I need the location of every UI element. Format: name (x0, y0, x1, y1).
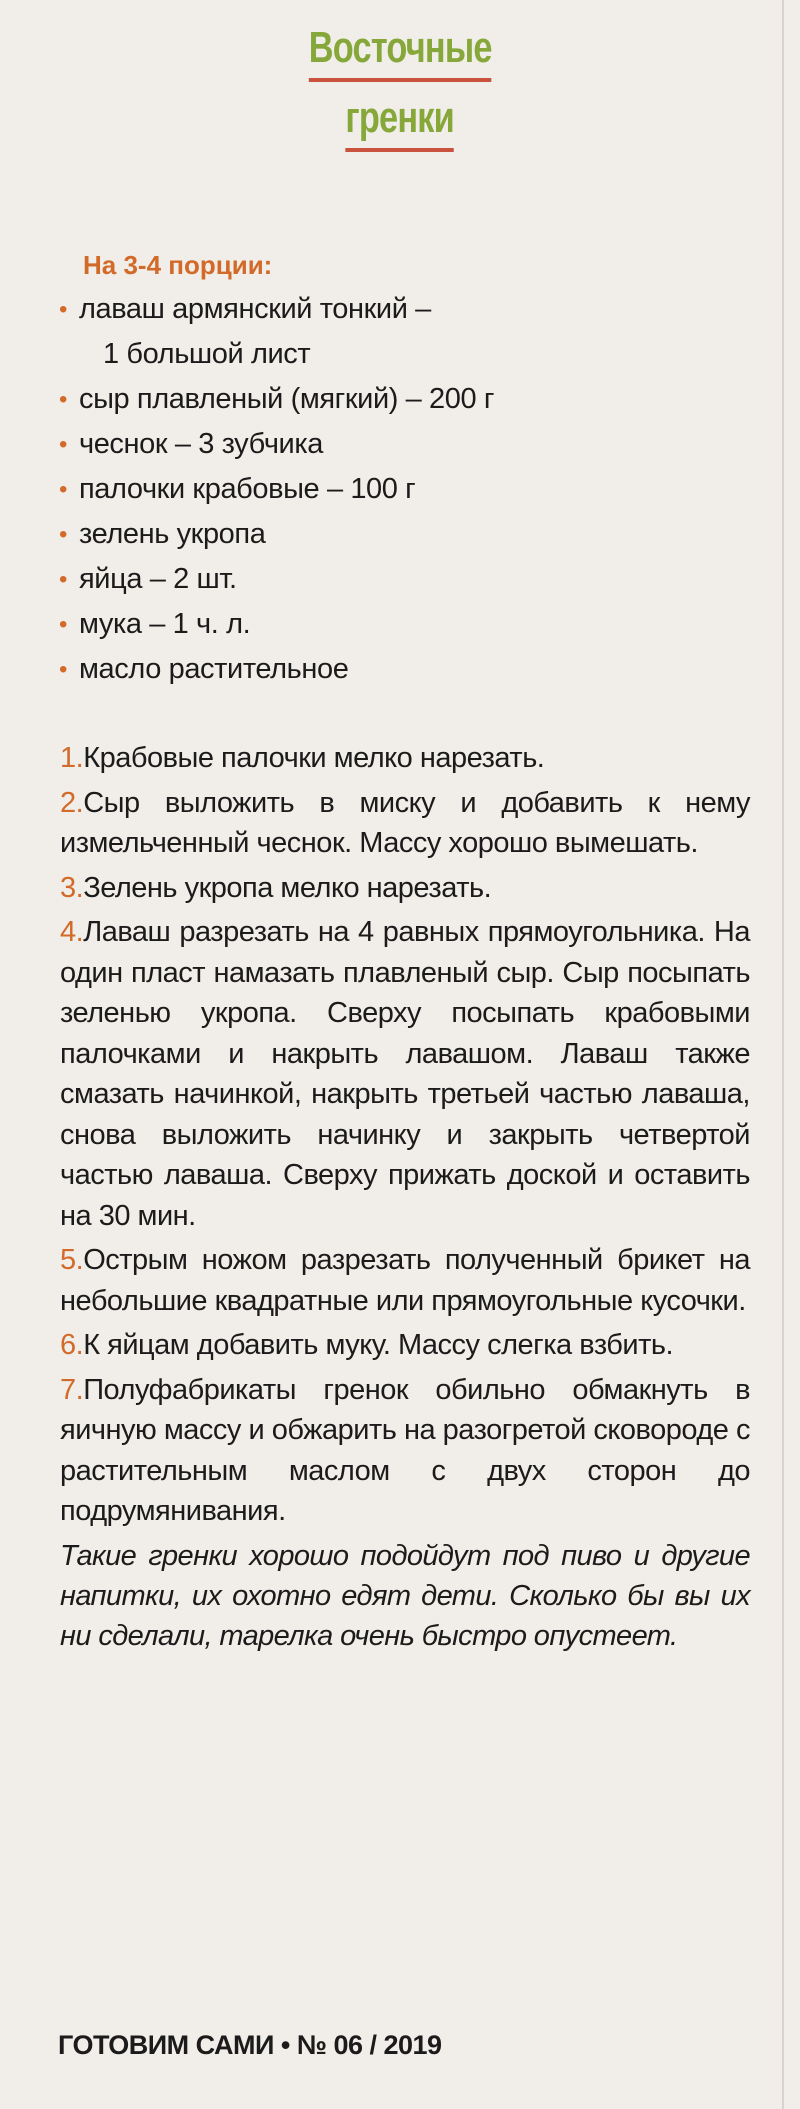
step-7 (60, 1370, 750, 1532)
step-number: 1. (60, 742, 84, 774)
ingredients-heading: На 3-4 порции: (83, 250, 273, 280)
bullet-icon: • (59, 476, 68, 503)
recipe-title (0, 22, 800, 152)
ingredient-item: • яйца – 2 шт. (55, 557, 695, 602)
ingredient-item: • зелень укропа (55, 512, 695, 557)
steps-section (60, 738, 750, 1685)
step-6 (60, 1325, 750, 1366)
bullet-icon: • (59, 521, 68, 548)
bullet-icon: • (59, 566, 68, 593)
bullet-icon: • (59, 611, 68, 638)
step-1 (60, 738, 750, 779)
step-text: Крабовые палочки мелко нарезать. (83, 742, 545, 774)
step-number: 4. (60, 916, 84, 948)
title-line-2: гренки (346, 92, 455, 152)
step-text: Сыр выложить в миску и добавить к нему измельченный чеснок. Массу хорошо вымешать. (60, 786, 750, 859)
step-text: Полуфабрикаты гренок обильно обмакнуть в яичную массу и обжарить на разогретой сковороде с растительным маслом с двух сторон до подрумянивания. (60, 1373, 750, 1527)
step-3 (60, 868, 750, 909)
bullet-icon: • (59, 296, 68, 323)
ingredient-item: • масло растительное (55, 647, 695, 692)
step-number: 7. (60, 1373, 84, 1406)
title-line-1: Восточные (309, 22, 492, 82)
serving-note: Такие гренки хорошо подойдут под пиво и другие напитки, их охотно едят дети. Сколько бы вы их ни сделали, тарелка очень быстро опустеет. (60, 1539, 750, 1652)
ingredients-section (55, 250, 695, 692)
step-4 (60, 912, 750, 1236)
ingredient-item: • сыр плавленый (мягкий) – 200 г (55, 377, 695, 422)
ingredient-item: • палочки крабовые – 100 г (55, 467, 695, 512)
step-5 (60, 1240, 750, 1321)
step-2 (60, 783, 750, 864)
ingredient-item: • мука – 1 ч. л. (55, 602, 695, 647)
step-text: Острым ножом разрезать полученный брикет на небольшие квадратные или прямоугольные кусочки. (60, 1244, 750, 1317)
ingredient-item: • чеснок – 3 зубчика (55, 422, 695, 467)
step-number: 3. (60, 871, 84, 904)
step-number: 5. (60, 1244, 84, 1276)
bullet-icon: • (59, 656, 68, 683)
ingredient-item-continuation: 1 большой лист (103, 338, 311, 370)
step-text: Лаваш разрезать на 4 равных прямоугольника. На один пласт намазать плавленый сыр. Сыр посыпать зеленью укропа. Сверху посыпать крабовыми палочками и накрыть лавашом. Лаваш также смазать начинкой, накрыть третьей частью лаваша, снова выложить начинку и закрыть четвертой частью лаваша. Сверху прижать доской и оставить на 30 мин. (60, 916, 750, 1232)
magazine-footer: ГОТОВИМ САМИ • № 06 / 2019 (58, 2030, 442, 2060)
step-number: 6. (60, 1329, 84, 1361)
step-text: К яйцам добавить муку. Массу слегка взбить. (83, 1329, 674, 1361)
bullet-icon: • (59, 431, 68, 458)
step-text: Зелень укропа мелко нарезать. (83, 871, 492, 904)
ingredient-item: • лаваш армянский тонкий – (55, 287, 695, 332)
bullet-icon: • (59, 386, 68, 413)
step-number: 2. (60, 786, 84, 819)
page-edge-rule (782, 0, 784, 2109)
